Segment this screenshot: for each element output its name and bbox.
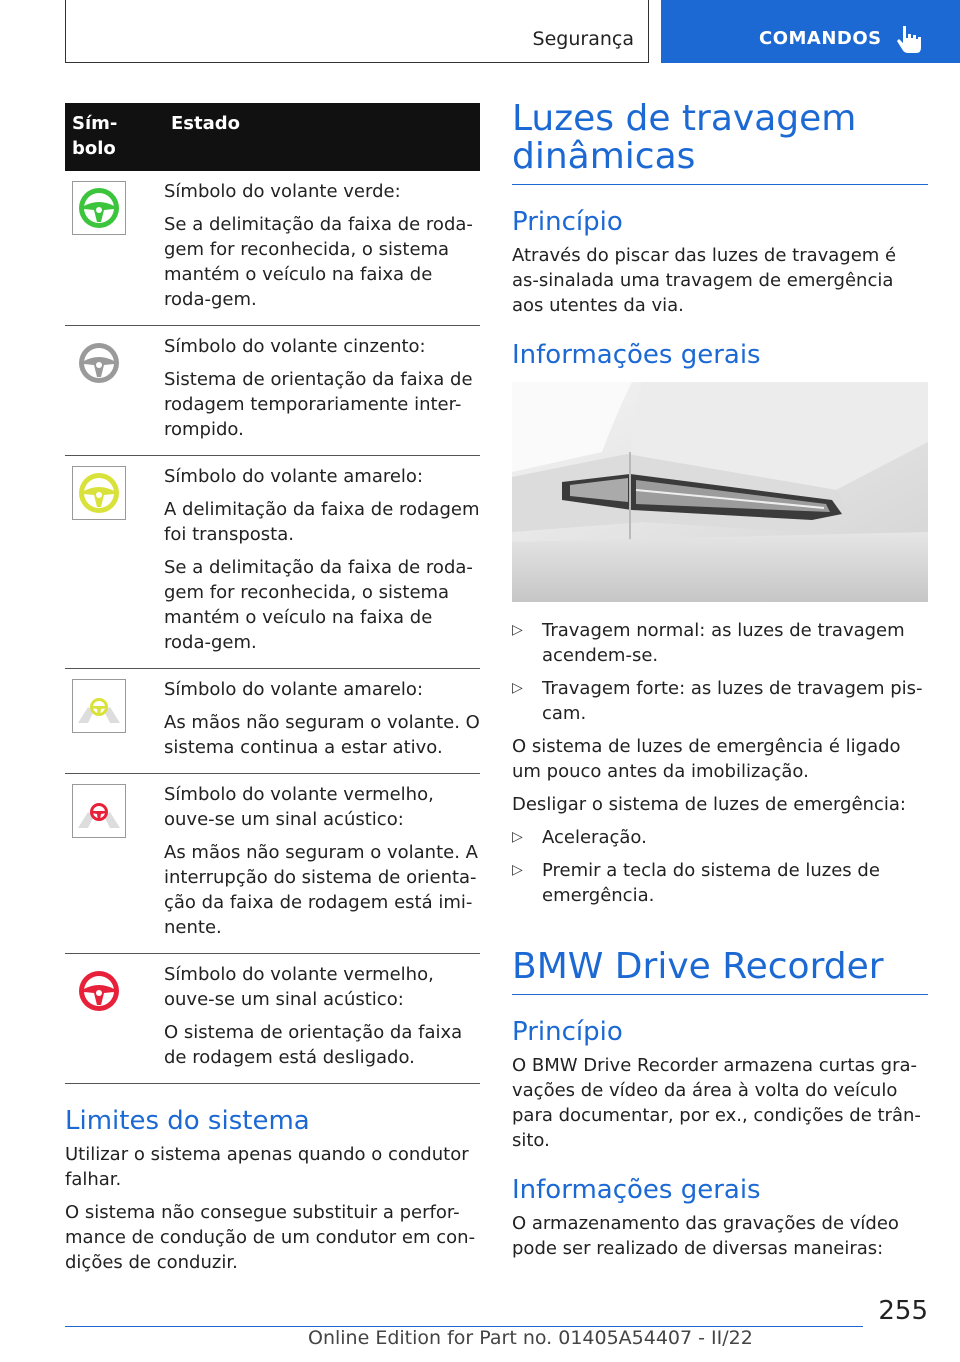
table-row [65, 954, 480, 1084]
page-number: 255 [878, 1296, 928, 1326]
row-state-title: Símbolo do volante amarelo: [164, 679, 424, 700]
row-state-desc: Se a delimitação da faixa de roda-gem for reconhecida, o sistema mantém o veículo na faixa de roda-gem. [164, 557, 473, 653]
table-row [65, 774, 480, 954]
left-column [65, 103, 480, 1283]
row-state-desc: O sistema de orientação da faixa de rodagem está desligado. [164, 1022, 463, 1068]
row-state-desc: As mãos não seguram o volante. O sistema continua a estar ativo. [164, 712, 480, 758]
recorder-info-text: O armazenamento das gravações de vídeo pode ser realizado de diversas maneiras: [512, 1213, 899, 1259]
table-row [65, 171, 480, 326]
row-state-title: Símbolo do volante vermelho, ouve-se um sinal acústico: [164, 964, 434, 1010]
row-state-desc: Sistema de orientação da faixa de rodagem temporariamente inter-rompido. [164, 369, 473, 440]
hands-off-red-icon [72, 784, 126, 838]
row-state-title: Símbolo do volante amarelo: [164, 466, 424, 487]
steering-wheel-green-icon [72, 181, 126, 235]
recorder-info-title: Informações gerais [512, 1175, 761, 1205]
tail-light-photo [512, 382, 928, 602]
table-row [65, 456, 480, 669]
hands-off-yellow-icon [72, 679, 126, 733]
recorder-principle-text: O BMW Drive Recorder armazena curtas gra-vações de vídeo da área à volta do veículo para documentar, por ex., condições de trân-sito. [512, 1055, 921, 1151]
symbol-table [65, 103, 480, 1084]
pointing-hand-icon [896, 24, 922, 54]
right-column [512, 100, 928, 1269]
table-row [65, 326, 480, 456]
steering-wheel-yellow-icon [72, 466, 126, 520]
table-row [65, 669, 480, 774]
brake-principle-title: Princípio [512, 207, 623, 237]
recorder-principle-title: Princípio [512, 1017, 623, 1047]
row-state-desc: Se a delimitação da faixa de roda-gem for reconhecida, o sistema mantém o veículo na faixa de roda-gem. [164, 214, 473, 310]
limits-paragraph: Utilizar o sistema apenas quando o condutor falhar. [65, 1144, 469, 1190]
header-section: Segurança [532, 28, 634, 50]
steering-wheel-red-icon [72, 964, 126, 1018]
steering-wheel-grey-icon [72, 336, 126, 390]
limits-paragraph: O sistema não consegue substituir a perfor-mance de condução de um condutor em con-dições de conduzir. [65, 1202, 476, 1273]
header-chapter-tab [661, 0, 960, 63]
recorder-title: BMW Drive Recorder [512, 948, 928, 995]
brake-info-title: Informações gerais [512, 340, 761, 370]
footer-edition: Online Edition for Part no. 01405A54407 - II/22 [308, 1327, 753, 1349]
hazard-off-text: Desligar o sistema de luzes de emergência: [512, 794, 906, 815]
list-item: ▷ Travagem forte: as luzes de travagem pis-cam. [512, 676, 928, 726]
table-header-row [65, 103, 480, 171]
brake-principle-text: Através do piscar das luzes de travagem é as-sinalada uma travagem de emergência aos utentes da via. [512, 245, 897, 316]
list-item: ▷ Aceleração. [512, 825, 928, 850]
table-header-symbol: Sím- bolo [65, 103, 164, 171]
row-state-desc: A delimitação da faixa de rodagem foi transposta. [164, 499, 480, 545]
row-state-desc: As mãos não seguram o volante. A interrupção do sistema de orienta-ção da faixa de rodagem está imi-nente. [164, 842, 478, 938]
row-state-title: Símbolo do volante vermelho, ouve-se um sinal acústico: [164, 784, 434, 830]
brake-bullets [512, 618, 928, 726]
hazard-off-bullets [512, 825, 928, 908]
row-state-title: Símbolo do volante verde: [164, 181, 401, 202]
brake-lights-title: Luzes de travagem dinâmicas [512, 100, 928, 185]
table-header-state: Estado [164, 103, 480, 171]
hazard-text: O sistema de luzes de emergência é ligado um pouco antes da imobilização. [512, 736, 901, 782]
header-chapter-label: COMANDOS [759, 28, 882, 49]
limits-title: Limites do sistema [65, 1106, 310, 1136]
row-state-title: Símbolo do volante cinzento: [164, 336, 426, 357]
list-item: ▷ Premir a tecla do sistema de luzes de emergência. [512, 858, 928, 908]
list-item: ▷ Travagem normal: as luzes de travagem acendem-se. [512, 618, 928, 668]
